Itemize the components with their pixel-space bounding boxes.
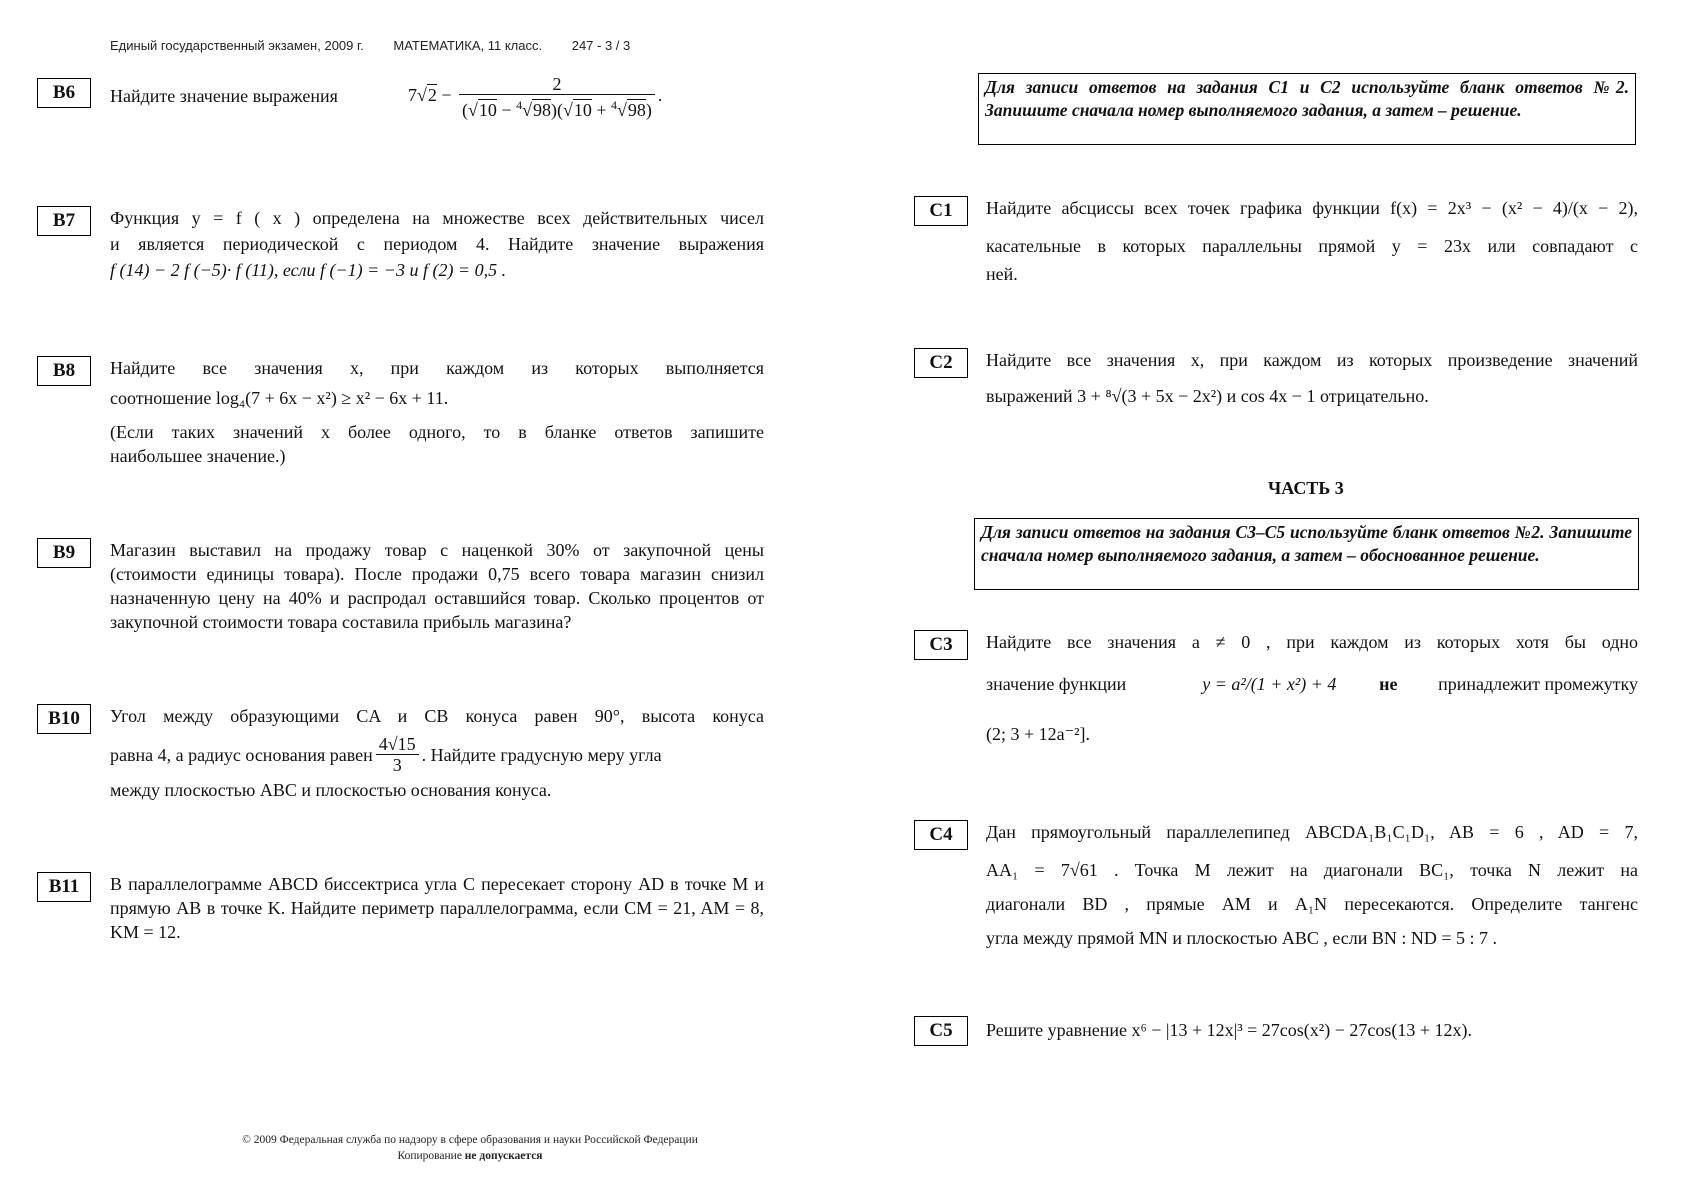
task-c1-line3: ней. <box>986 264 1018 284</box>
footer-copyright: © 2009 Федеральная служба по надзору в сфере образования и науки Российской Федерации <box>242 1134 698 1146</box>
task-label-b6: B6 <box>37 78 91 108</box>
footer-copy-label: Копирование <box>397 1150 462 1162</box>
task-b10-line2a: равна 4, а радиус основания равен <box>110 744 373 765</box>
task-b6-formula: 7√2 − $\frac{2}{(√10 - ^4√98)(√10 + ^4√98)}$ . <box>408 74 663 120</box>
info-box-c1-c2: Для записи ответов на задания C1 и C2 используйте бланк ответов №2. Запишите сначала номер выполняемого задания, а затем – решение. <box>978 73 1636 145</box>
task-c2-line2: выражений 3 + ⁸√(3 + 5x − 2x²) и cos 4x − 1 отрицательно. <box>986 386 1429 406</box>
task-b7-line3: f (14) − 2 f (−5)· f (11), если f (−1) = −3 и f (2) = 0,5 . <box>110 260 507 280</box>
task-label-c1: C1 <box>914 196 968 226</box>
task-label-c3: C3 <box>914 630 968 660</box>
footer-copy-notice <box>0 1150 940 1162</box>
task-c3-line2 <box>986 672 1638 696</box>
task-label-b11: B11 <box>37 872 91 902</box>
footer-copy-forbidden: не допускается <box>464 1150 543 1162</box>
task-b8-line2: соотношение log₄(7 + 6x − x²) ≥ x² − 6x + 11. <box>110 388 449 408</box>
task-c4-line3: диагонали BD , прямые AM и A₁N пересекаются. Определите тангенс <box>986 894 1638 914</box>
task-b8-line1: Найдите все значения x, при каждом из которых выполняется <box>110 358 764 378</box>
task-c3-line3: (2; 3 + 12a⁻²]. <box>986 724 1091 744</box>
task-b11-text: В параллелограмме ABCD биссектриса угла C пересекает сторону AD в точке M и прямую AB в точке K. Найдите периметр параллелограмма, если CM = 21, AM = 8, KM = 12. <box>110 874 764 942</box>
task-b7-line2: и является периодической с периодом 4. Найдите значение выражения <box>110 234 764 254</box>
task-c2-line1: Найдите все значения x, при каждом из которых произведение значений <box>986 350 1638 370</box>
task-b8-line3: (Если таких значений x более одного, то в бланке ответов запишите <box>110 422 764 442</box>
task-c4-line1: Дан прямоугольный параллелепипед ABCDA₁B₁C₁D₁, AB = 6 , AD = 7, <box>986 822 1638 842</box>
task-label-c5: C5 <box>914 1016 968 1046</box>
task-label-c2: C2 <box>914 348 968 378</box>
task-label-b7: B7 <box>37 206 91 236</box>
task-label-b9: B9 <box>37 538 91 568</box>
task-b10-frac-num: 4√15 <box>376 734 419 755</box>
task-c3-function: y = a²/(1 + x²) + 4 <box>1202 674 1337 694</box>
task-b6-text: Найдите значение выражения <box>110 86 338 106</box>
task-b8-line4: наибольшее значение.) <box>110 446 286 466</box>
task-c4-line4: угла между прямой MN и плоскостью ABC , если BN : ND = 5 : 7 . <box>986 928 1498 948</box>
subject-title: МАТЕМАТИКА, 11 класс. <box>393 38 543 53</box>
task-b10-line3: между плоскостью ABC и плоскостью основания конуса. <box>110 780 552 800</box>
task-c1-line1: Найдите абсциссы всех точек графика функции f(x) = 2x³ − (x² − 4)/(x − 2), <box>986 198 1638 218</box>
task-b10-line2b: . Найдите градусную меру угла <box>421 744 662 765</box>
exam-title: Единый государственный экзамен, 2009 г. <box>110 38 364 53</box>
task-b10-frac-den: 3 <box>392 755 402 775</box>
task-b7-line1: Функция y = f ( x ) определена на множестве всех действительных чисел <box>110 208 764 228</box>
task-c3-line2a: значение функции <box>986 674 1127 694</box>
page-header <box>110 38 656 53</box>
task-b9-text: Магазин выставил на продажу товар с наценкой 30% от закупочной цены (стоимости единицы товара). После продажи 0,75 всего товара магазин снизил назначенную цену на 40% и распродал оставшийся товар. Сколько процентов от закупочной стоимости товара составила прибыль магазина? <box>110 540 764 632</box>
task-c4-line2: AA₁ = 7√61 . Точка M лежит на диагонали BC₁, точка N лежит на <box>986 860 1638 880</box>
task-b10-line2 <box>110 734 764 775</box>
page-code: 247 - 3 / 3 <box>571 38 631 53</box>
task-c3-not: не <box>1379 674 1398 694</box>
part-3-title: ЧАСТЬ 3 <box>1268 478 1344 498</box>
task-c1-line2: касательные в которых параллельны прямой y = 23x или совпадают с <box>986 236 1638 256</box>
task-label-c4: C4 <box>914 820 968 850</box>
task-c3-line1: Найдите все значения a ≠ 0 , при каждом из которых хотя бы одно <box>986 632 1638 652</box>
task-c3-line2c: принадлежит промежутку <box>1438 674 1639 694</box>
task-b10-line1: Угол между образующими CA и CB конуса равен 90°, высота конуса <box>110 706 764 726</box>
task-label-b8: B8 <box>37 356 91 386</box>
info-box-c3-c5: Для записи ответов на задания C3–C5 используйте бланк ответов №2. Запишите сначала номер выполняемого задания, а затем – обоснованное решение. <box>974 518 1639 590</box>
task-c5-text: Решите уравнение x⁶ − |13 + 12x|³ = 27cos(x²) − 27cos(13 + 12x). <box>986 1020 1472 1040</box>
task-label-b10: B10 <box>37 704 91 734</box>
